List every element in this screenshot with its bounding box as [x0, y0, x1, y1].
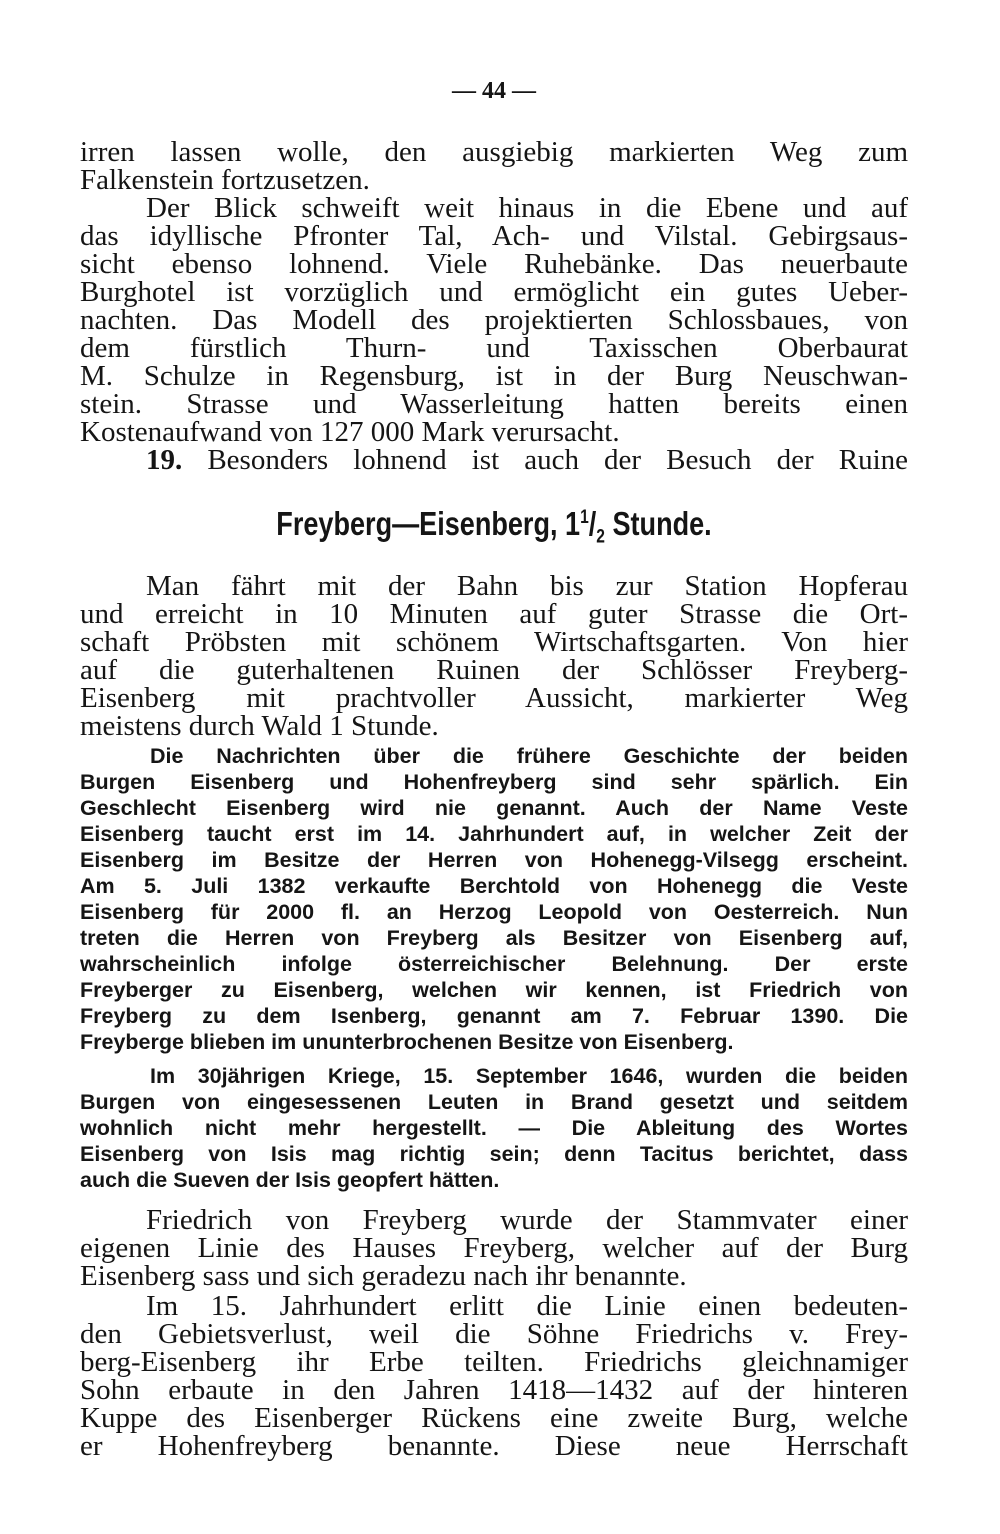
- text-line: Eisenberg mit prachtvoller Aussicht, markierter Weg: [80, 682, 908, 714]
- text-line: Kuppe des Eisenberger Rückens eine zweite Burg, welche: [80, 1402, 908, 1434]
- small-text-line: auch die Sueven der Isis geopfert hätten.: [80, 1168, 500, 1192]
- text-line: Sohn erbaute in den Jahren 1418—1432 auf der hinteren: [80, 1374, 908, 1406]
- section-text: Besonders lohnend ist auch der Besuch der Ruine: [207, 444, 909, 476]
- small-text-line: Eisenberg von Isis mag richtig sein; denn Tacitus berichtet, dass: [80, 1142, 908, 1166]
- small-text-line: wohnlich nicht mehr hergestellt. — Die Ableitung des Wortes: [80, 1116, 908, 1140]
- text-line: und erreicht in 10 Minuten auf guter Strasse die Ort-: [80, 598, 908, 630]
- small-text-line: Geschlecht Eisenberg wird nie genannt. Auch der Name Veste: [80, 796, 908, 820]
- small-text-line: wahrscheinlich infolge österreichischer Belehnung. Der erste: [80, 952, 908, 976]
- text-line: dem fürstlich Thurn- und Taxisschen Oberbaurat: [80, 332, 908, 364]
- small-text-line: Freyberg zu dem Isenberg, genannt am 7. Februar 1390. Die: [80, 1004, 908, 1028]
- fraction-slash: /: [588, 505, 597, 542]
- fraction-denominator: 2: [596, 526, 605, 548]
- text-line: Im 15. Jahrhundert erlitt die Linie einen bedeuten-: [146, 1290, 908, 1322]
- text-line: nachten. Das Modell des projektierten Schlossbaues, von: [80, 304, 908, 336]
- text-line: auf die guterhaltenen Ruinen der Schlösser Freyberg-: [80, 654, 908, 686]
- heading-tail: Stunde.: [604, 505, 712, 542]
- text-line: stein. Strasse und Wasserleitung hatten bereits einen: [80, 388, 908, 420]
- text-line: M. Schulze in Regensburg, ist in der Burg Neuschwan-: [80, 360, 908, 392]
- text-line: Burghotel ist vorzüglich und ermöglicht ein gutes Ueber-: [80, 276, 908, 308]
- text-line: Eisenberg sass und sich geradezu nach ihr benannte.: [80, 1260, 687, 1292]
- section-heading: [155, 507, 834, 547]
- section-number: 19.: [146, 444, 183, 476]
- small-text-line: Am 5. Juli 1382 verkaufte Berchtold von Hohenegg die Veste: [80, 874, 908, 898]
- small-text-line: treten die Herren von Freyberg als Besitzer von Eisenberg auf,: [80, 926, 908, 950]
- text-line: meistens durch Wald 1 Stunde.: [80, 710, 439, 742]
- text-line: den Gebietsverlust, weil die Söhne Friedrichs v. Frey-: [80, 1318, 908, 1350]
- text-line: Man fährt mit der Bahn bis zur Station Hopferau: [146, 570, 908, 602]
- text-line: Friedrich von Freyberg wurde der Stammvater einer: [146, 1204, 908, 1236]
- text-line: Falkenstein fortzusetzen.: [80, 164, 370, 196]
- small-text-line: Im 30jährigen Kriege, 15. September 1646, wurden die beiden: [150, 1064, 908, 1088]
- text-line: Kostenaufwand von 127 000 Mark verursacht.: [80, 416, 620, 448]
- text-line: irren lassen wolle, den ausgiebig markierten Weg zum: [80, 136, 908, 168]
- fraction-numerator: 1: [580, 507, 589, 528]
- text-line: er Hohenfreyberg benannte. Diese neue Herrschaft: [80, 1430, 908, 1462]
- small-text-line: Freyberger zu Eisenberg, welchen wir kennen, ist Friedrich von: [80, 978, 908, 1002]
- heading-fraction: [580, 507, 605, 547]
- text-line: sicht ebenso lohnend. Viele Ruhebänke. Das neuerbaute: [80, 248, 908, 280]
- small-text-line: Die Nachrichten über die frühere Geschichte der beiden: [150, 744, 908, 768]
- page-number: — 44 —: [452, 78, 536, 104]
- heading-main: Freyberg—Eisenberg, 1: [276, 505, 581, 542]
- small-text-line: Eisenberg für 2000 fl. an Herzog Leopold von Oesterreich. Nun: [80, 900, 908, 924]
- small-text-line: Eisenberg taucht erst im 14. Jahrhundert auf, in welcher Zeit der: [80, 822, 908, 846]
- text-line: eigenen Linie des Hauses Freyberg, welcher auf der Burg: [80, 1232, 908, 1264]
- small-text-line: Freyberge blieben im ununterbrochenen Besitze von Eisenberg.: [80, 1030, 734, 1054]
- section-19-line: [80, 446, 908, 475]
- small-text-line: Eisenberg im Besitze der Herren von Hohenegg-Vilsegg erscheint.: [80, 848, 908, 872]
- text-line: schaft Pröbsten mit schönem Wirtschaftsgarten. Von hier: [80, 626, 908, 658]
- text-line: Der Blick schweift weit hinaus in die Ebene und auf: [146, 192, 908, 224]
- text-line: berg-Eisenberg ihr Erbe teilten. Friedrichs gleichnamiger: [80, 1346, 908, 1378]
- small-text-line: Burgen Eisenberg und Hohenfreyberg sind sehr spärlich. Ein: [80, 770, 908, 794]
- text-line: das idyllische Pfronter Tal, Ach- und Vilstal. Gebirgsaus-: [80, 220, 908, 252]
- small-text-line: Burgen von eingesessenen Leuten in Brand gesetzt und seitdem: [80, 1090, 908, 1114]
